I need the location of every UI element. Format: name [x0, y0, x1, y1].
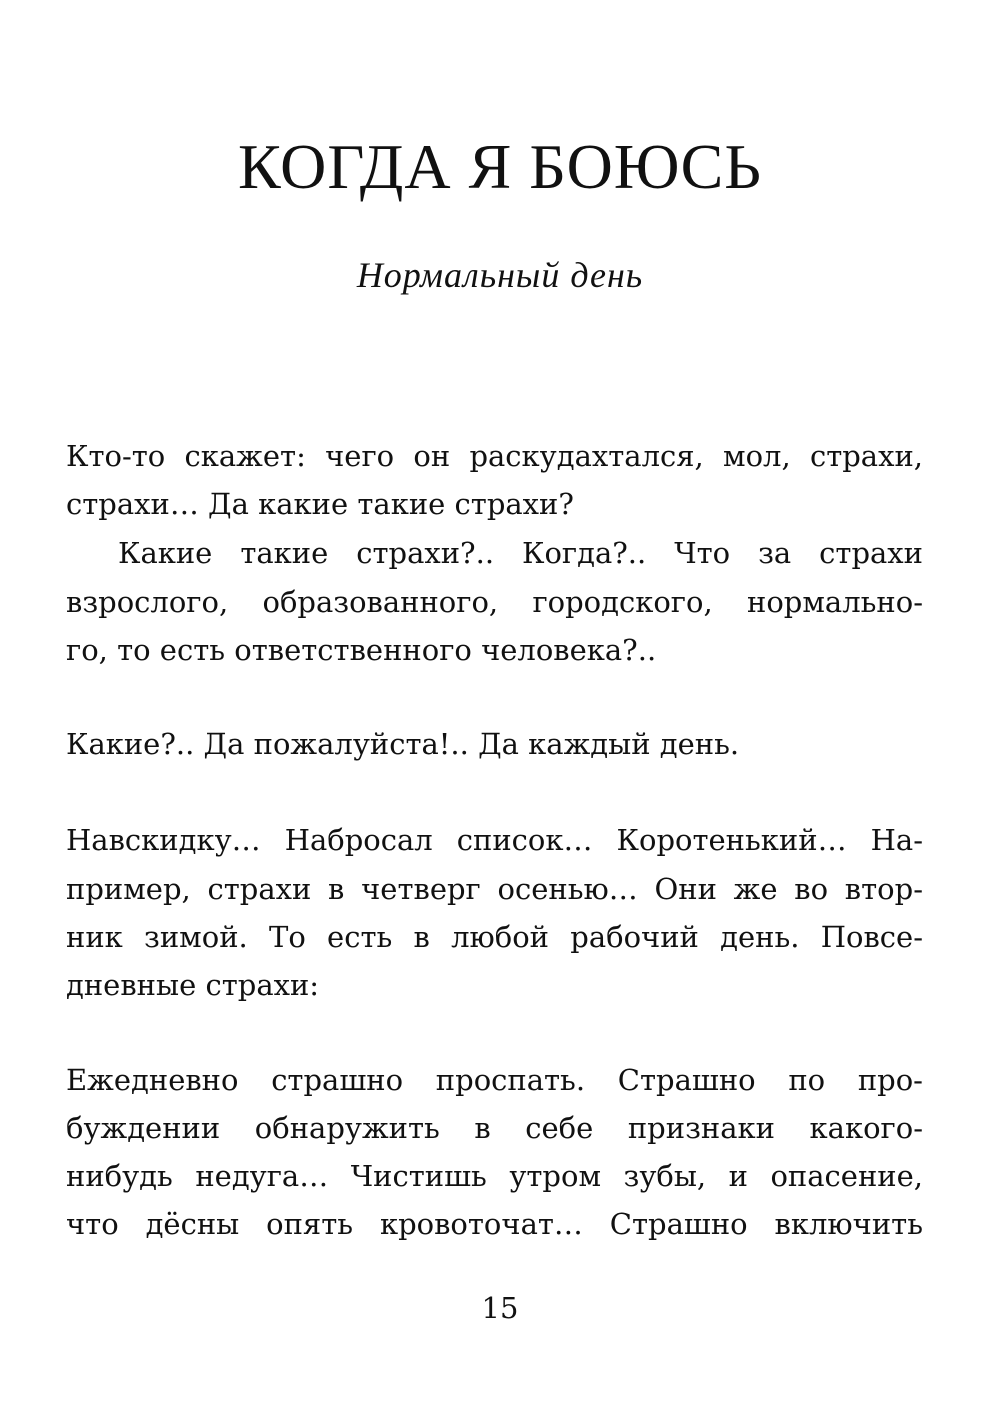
paragraph-4-line-2: пример, страхи в четверг осенью… Они же во втор- — [66, 872, 923, 906]
section-title: Нормальный день — [356, 255, 644, 295]
paragraph-1-line-2: страхи… Да какие такие страхи? — [66, 487, 574, 521]
page-number: 15 — [481, 1291, 519, 1325]
paragraph-3-line-1: Какие?.. Да пожалуйста!.. Да каждый день. — [66, 727, 740, 761]
paragraph-5-line-2: буждении обнаружить в себе признаки какого- — [66, 1111, 923, 1145]
paragraph-4-line-4: дневные страхи: — [66, 968, 320, 1002]
paragraph-4-line-3: ник зимой. То есть в любой рабочий день. Повсе- — [66, 920, 923, 954]
paragraph-5-line-1: Ежедневно страшно проспать. Страшно по про- — [66, 1063, 923, 1097]
paragraph-2-line-1: Какие такие страхи?.. Когда?.. Что за страхи — [118, 536, 923, 570]
paragraph-4-line-1: Навскидку… Набросал список… Коротенький… На- — [66, 823, 923, 857]
paragraph-1-line-1: Кто-то скажет: чего он раскудахтался, мол, страхи, — [66, 439, 923, 473]
chapter-title: КОГДА Я БОЮСЬ — [238, 131, 762, 202]
paragraph-5-line-3: нибудь недуга… Чистишь утром зубы, и опасение, — [66, 1159, 923, 1193]
paragraph-2-line-2: взрослого, образованного, городского, нормально- — [66, 585, 923, 619]
paragraph-2-line-3: го, то есть ответственного человека?.. — [66, 633, 657, 667]
paragraph-5-line-4: что дёсны опять кровоточат… Страшно включить — [66, 1207, 923, 1241]
